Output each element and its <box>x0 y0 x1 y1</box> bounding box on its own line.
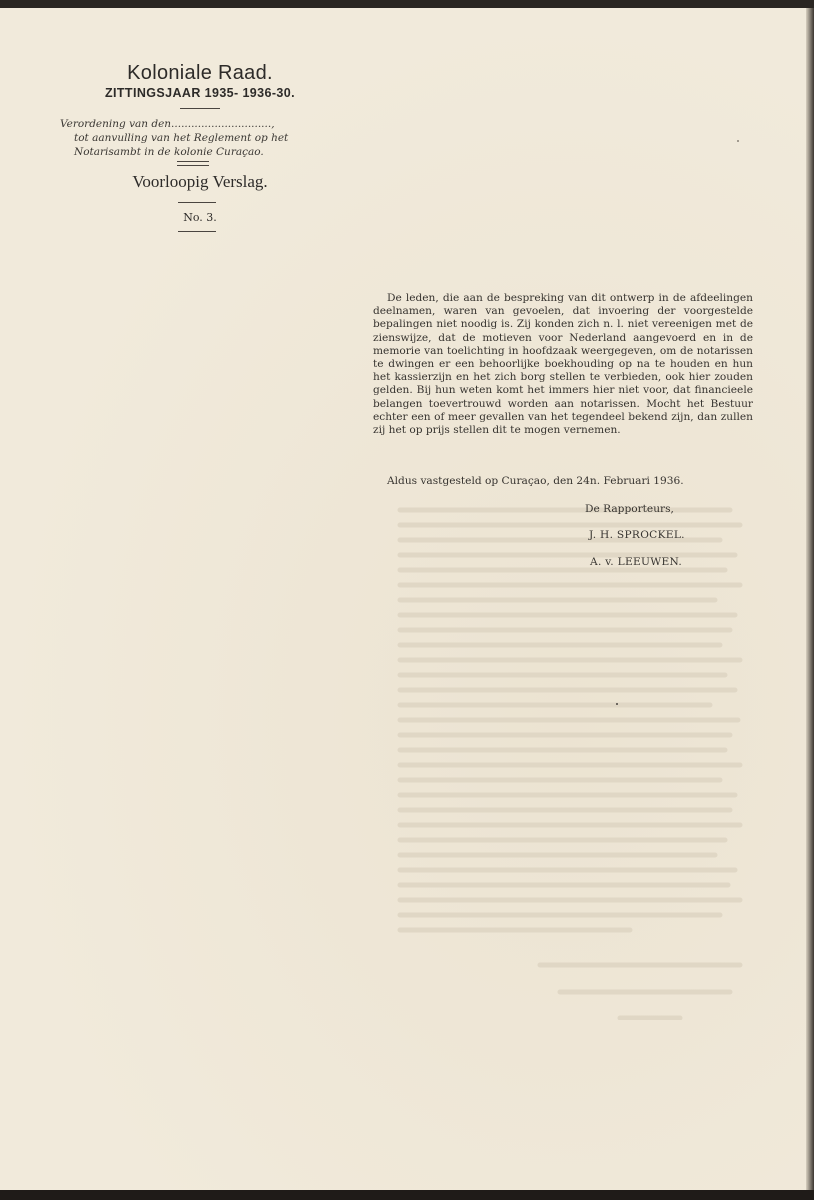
ordinance-line-2: tot aanvulling van het Reglement op het <box>74 132 289 144</box>
page-bottom-edge <box>0 1190 814 1200</box>
ordinance-line-1: Verordening van den.............................., <box>60 118 275 130</box>
report-title: Voorloopig Verslag. <box>132 172 268 191</box>
double-divider <box>177 161 209 166</box>
header-block <box>60 62 340 109</box>
ink-speck <box>737 140 739 142</box>
page-edge-shadow <box>806 8 814 1190</box>
council-title: Koloniale Raad. <box>127 62 273 84</box>
ink-speck <box>616 703 618 705</box>
ordinance-description <box>60 117 322 159</box>
show-through-texture <box>380 500 755 1024</box>
divider <box>178 231 216 232</box>
divider <box>180 108 220 109</box>
divider <box>178 202 216 203</box>
signature-heading: De Rapporteurs, <box>585 503 674 515</box>
adoption-line: Aldus vastgesteld op Curaçao, den 24n. Februari 1936. <box>387 475 684 487</box>
report-number: No. 3. <box>183 211 217 224</box>
body-paragraph: De leden, die aan de bespreking van dit ontwerp in de afdeelingen deelnamen, waren van gevoelen, dat invoering der voorgestelde bepalingen niet noodig is. Zij konden zich n. l. niet vereenigen met de zienswijze, dat de motieven voor Nederland aangevoerd en in de memorie van toelichting in hoofdzaak weergegeven, om de notarissen te dwingen er een behoorlijke boekhouding op na te houden en hun het kassierzijn en het zich borg stellen te verbieden, ook hier zouden gelden. Bij hun weten komt het immers hier niet voor, dat financieele belangen toevertrouwd worden aan notarissen. Mocht het Bestuur echter een of meer gevallen van het tegendeel bekend zijn, dan zullen zij het op prijs stellen dit te mogen vernemen. <box>373 292 753 437</box>
ordinance-line-3: Notarisambt in de kolonie Curaçao. <box>74 146 264 158</box>
report-body <box>373 292 753 437</box>
signatory-name: A. v. LEEUWEN. <box>590 556 683 568</box>
show-through-lines <box>380 500 755 1020</box>
session-year: ZITTINGSJAAR 1935- 1936-30. <box>104 86 296 100</box>
signatory-name: J. H. SPROCKEL. <box>589 529 685 541</box>
